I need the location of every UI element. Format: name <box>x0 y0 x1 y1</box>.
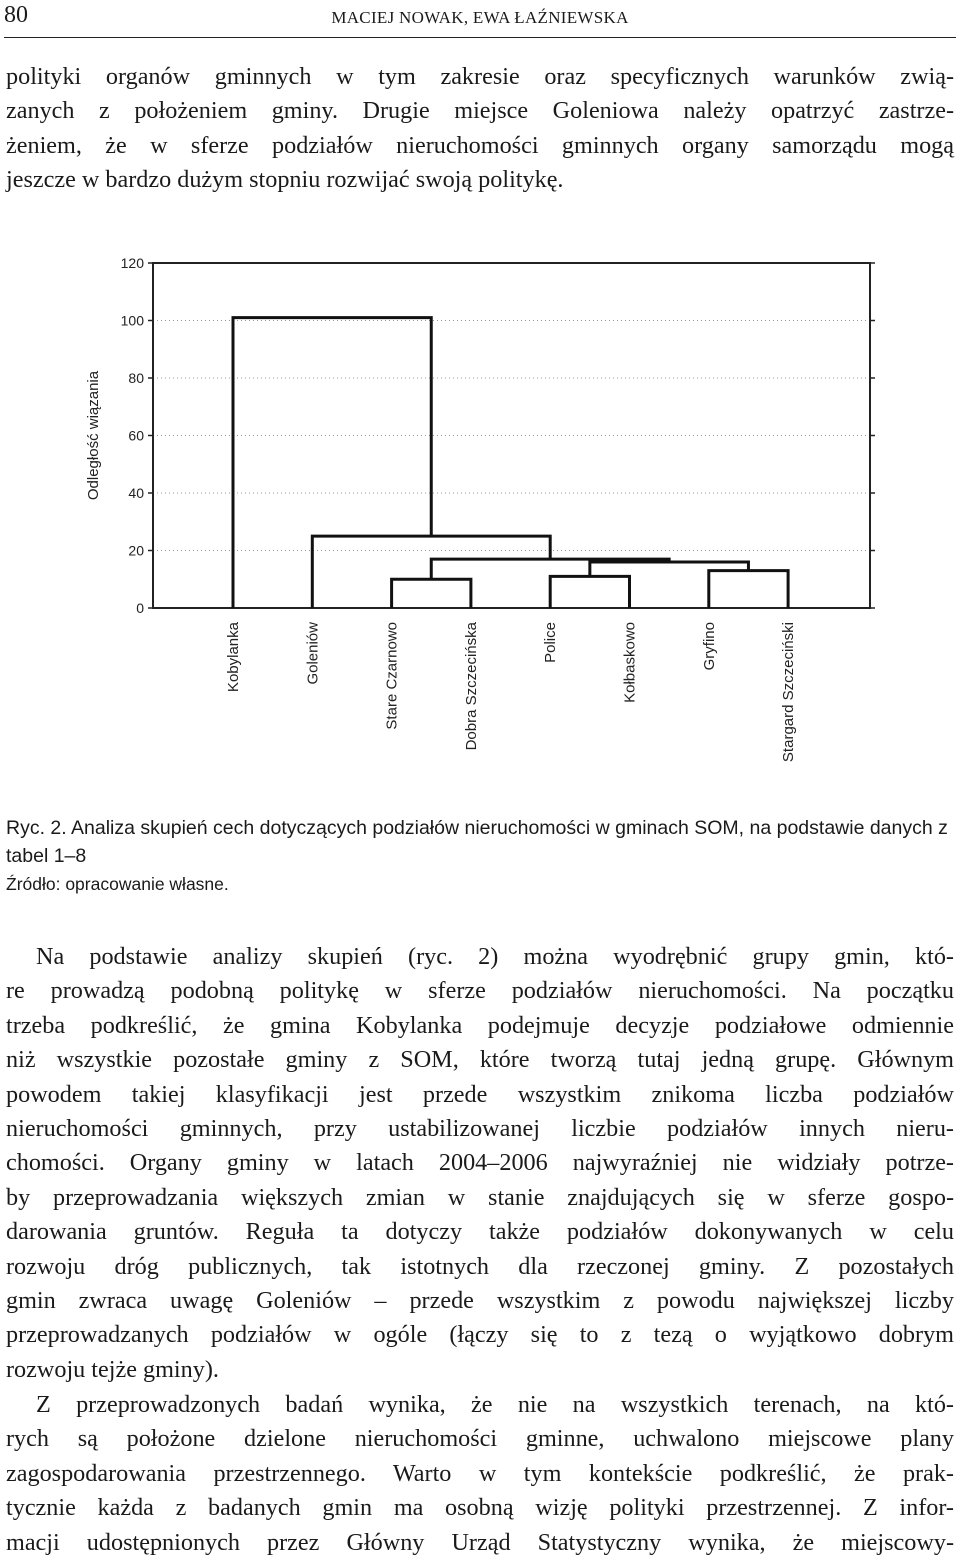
text-line: jeszcze w bardzo dużym stopniu rozwijać swoją politykę. <box>6 166 564 194</box>
body-paragraph-2 <box>6 1388 954 1560</box>
y-tick-label: 80 <box>128 370 144 386</box>
text-line: powodem takiej klasyfikacji jest przede wszystkim znikoma liczba podziałów <box>6 1080 954 1108</box>
text-line: zagospodarowania przestrzennego. Warto w tym kontekście podkreślić, że prak- <box>6 1459 954 1487</box>
y-axis-label: Odległość wiązania <box>85 370 102 501</box>
dendrogram-link <box>392 579 471 608</box>
text-line: rozwoju dróg publicznych, tak istotnych dla rzeczonej gminy. Z pozostałych <box>6 1252 954 1280</box>
text-line: re prowadzą podobną politykę w sferze podziałów nieruchomości. Na początku <box>6 977 954 1005</box>
dendrogram-link <box>550 576 629 608</box>
page-number: 80 <box>4 2 28 28</box>
y-tick-label: 40 <box>128 485 144 501</box>
text-line: Na podstawie analizy skupień (ryc. 2) można wyodrębnić grupy gmin, któ- <box>36 943 954 970</box>
text-line: polityki organów gminnych w tym zakresie oraz specyficznych warunków zwią- <box>6 63 954 90</box>
leaf-label: Police <box>542 622 560 663</box>
y-tick-label: 100 <box>120 312 144 329</box>
text-line: by przeprowadzania większych zmian w stanie znajdujących się w sferze gospo- <box>6 1183 954 1211</box>
y-tick-label: 0 <box>136 600 144 616</box>
grid-lines <box>153 321 870 551</box>
intro-paragraph <box>6 60 954 198</box>
dendrogram-link <box>709 571 788 608</box>
text-line: trzeba podkreślić, że gmina Kobylanka podejmuje decyzje podziałowe odmiennie <box>6 1011 954 1039</box>
text-line: macji udostępnionych przez Główny Urząd Statystyczny wynika, że miejscowy- <box>6 1528 954 1556</box>
leaf-label: Kołbaskowo <box>621 622 639 703</box>
leaf-label: Goleniów <box>304 622 322 685</box>
leaf-labels <box>225 621 797 762</box>
leaf-label: Gryfino <box>700 622 718 671</box>
text-line: darowania gruntów. Reguła ta dotyczy także podziałów dokonywanych w celu <box>6 1218 954 1246</box>
figure-caption: Ryc. 2. Analiza skupień cech dotyczących podziałów nieruchomości w gminach SOM, na podstawie danych z tabel 1–8 <box>6 817 948 867</box>
text-line: żeniem, że w sferze podziałów nieruchomości gminnych organy samorządu mogą <box>6 131 954 159</box>
body-paragraph-1 <box>6 940 954 1387</box>
text-line: Z przeprowadzonych badań wynika, że nie na wszystkich terenach, na któ- <box>36 1391 954 1418</box>
plot-frame <box>153 263 870 608</box>
figure-source: Źródło: opracowanie własne. <box>6 874 229 894</box>
dendrogram-chart <box>0 240 960 780</box>
text-line: rozwoju tejże gminy). <box>6 1355 219 1383</box>
text-line: chomości. Organy gminy w latach 2004–2006 najwyraźniej nie widziały potrze- <box>6 1149 954 1177</box>
text-line: tycznie każda z badanych gmin ma osobną wizję polityki przestrzennej. Z infor- <box>6 1494 954 1522</box>
dendrogram-links <box>233 318 788 608</box>
leaf-label: Stare Czarnowo <box>383 622 401 730</box>
text-line: nieruchomości gminnych, przy ustabilizowanej liczbie podziałów innych nieru- <box>6 1115 954 1143</box>
text-line: przeprowadzanych podziałów w ogóle (łączy się to z tezą o wyjątkowo dobrym <box>6 1321 954 1349</box>
dendrogram-link <box>233 318 431 608</box>
y-tick-label: 120 <box>120 255 144 271</box>
y-tick-label: 20 <box>128 542 144 559</box>
text-line: rych są położone dzielone nieruchomości gminne, uchwalono miejscowe plany <box>6 1425 954 1453</box>
text-line: gmin zwraca uwagę Goleniów – przede wszystkim z powodu największej liczby <box>6 1287 954 1315</box>
y-tick-label: 60 <box>128 427 144 444</box>
leaf-label: Stargard Szczeciński <box>780 622 798 763</box>
text-line: zanych z położeniem gminy. Drugie miejsce Goleniowa należy opatrzyć zastrze- <box>6 97 954 125</box>
header-rule <box>4 37 956 38</box>
leaf-label: Kobylanka <box>225 622 242 693</box>
text-line: niż wszystkie pozostałe gminy z SOM, które tworzą tutaj jedną grupę. Głównym <box>6 1046 954 1074</box>
leaf-label: Dobra Szczecińska <box>462 622 480 751</box>
y-axis-tick-labels <box>121 255 145 616</box>
running-head-authors: MACIEJ NOWAK, EWA ŁAŹNIEWSKA <box>331 8 629 27</box>
